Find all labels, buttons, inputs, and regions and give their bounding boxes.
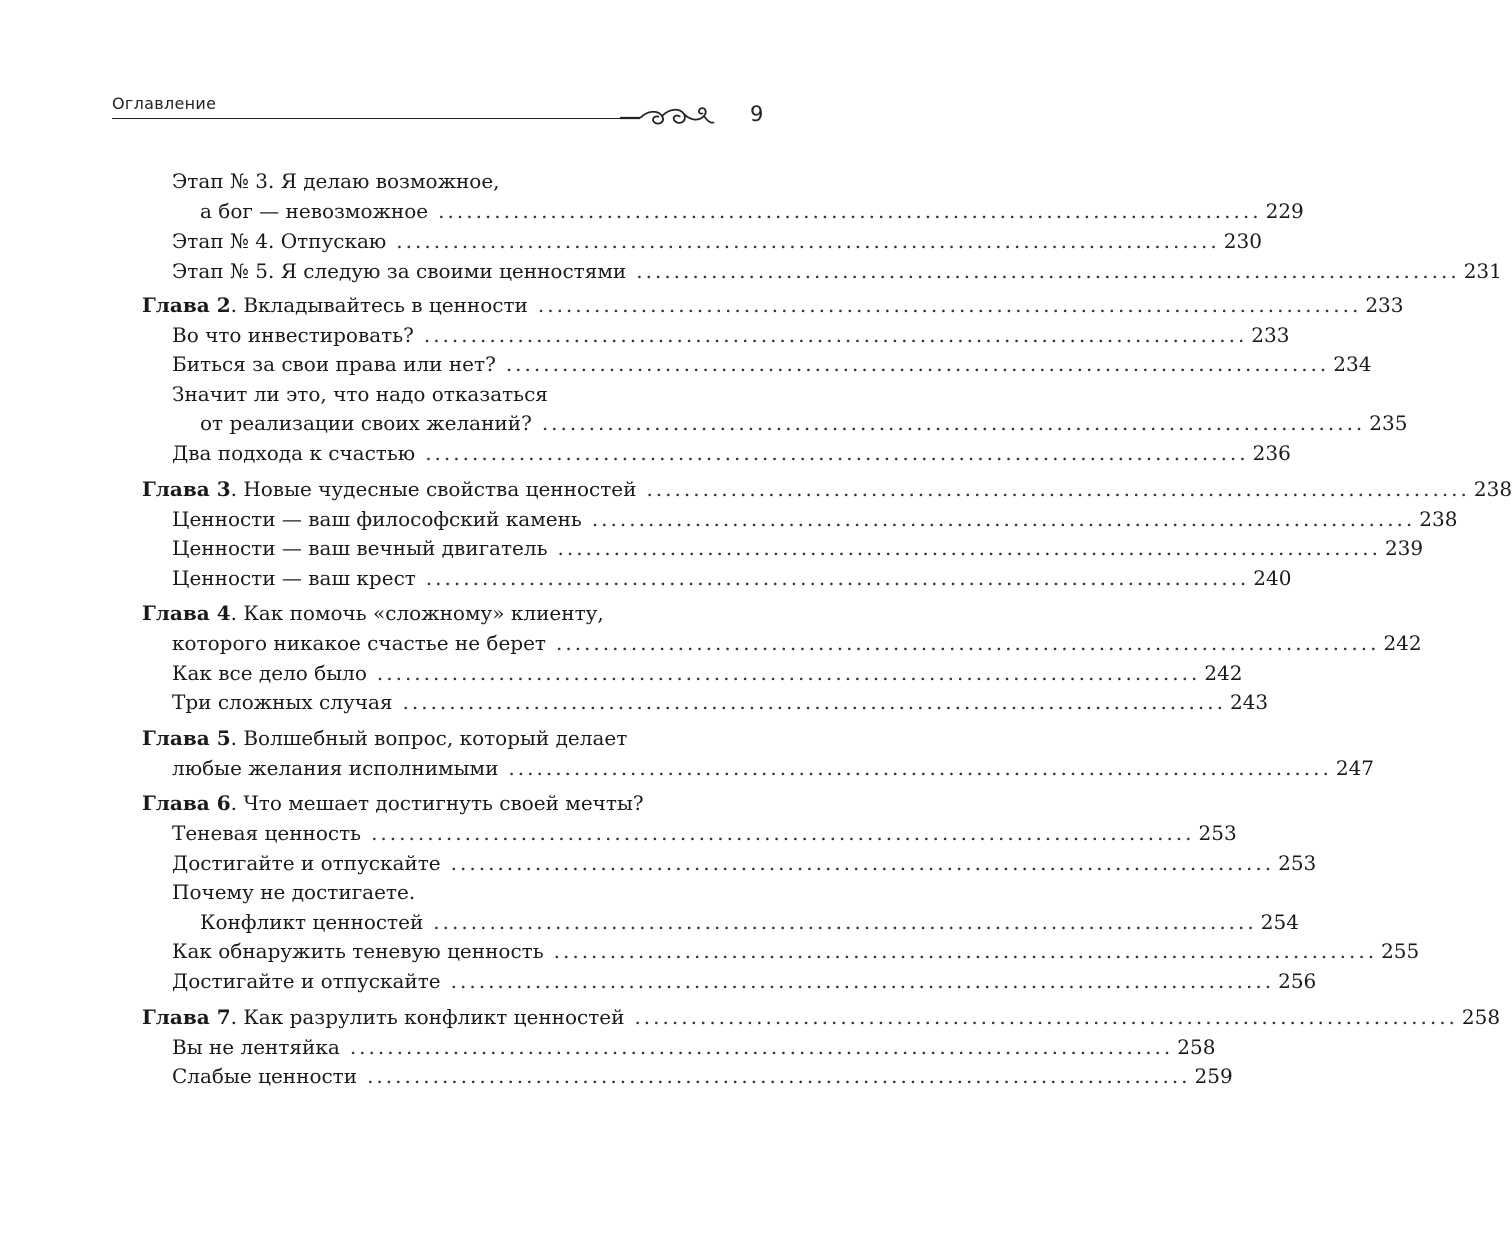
chapter-title: . Вкладывайтесь в ценности — [230, 293, 528, 317]
toc-page-number: 256 — [1278, 969, 1317, 993]
toc-entry-text: Три сложных случая — [172, 690, 393, 714]
toc-page-number: 254 — [1260, 910, 1299, 934]
leader-dots: ........................................................................................ — [634, 1005, 1458, 1029]
chapter-heading — [142, 291, 528, 319]
toc-chapter-4-line1 — [142, 599, 604, 627]
toc-page-number: 242 — [1204, 661, 1243, 685]
toc-entry-text: Во что инвестировать? — [172, 323, 414, 347]
toc-entry — [172, 534, 1424, 562]
toc-page-number: 240 — [1253, 566, 1292, 590]
chapter-label: Глава 5 — [142, 726, 231, 750]
toc-entry — [172, 688, 1269, 716]
toc-page-number: 258 — [1461, 1005, 1501, 1029]
toc-entry-text: Как все дело было — [172, 661, 367, 685]
toc-entry-text: а бог — невозможное — [200, 199, 429, 223]
toc-entry-text: Вы не лентяйка — [172, 1035, 340, 1059]
leader-dots: ........................................................................................ — [433, 910, 1257, 934]
leader-dots: ........................................................................................ — [396, 229, 1220, 253]
toc-entry-text: Слабые ценности — [172, 1064, 358, 1088]
toc-page-number: 238 — [1473, 477, 1512, 501]
leader-dots: ........................................................................................ — [371, 821, 1195, 845]
leader-dots: ........................................................................................ — [423, 323, 1248, 347]
toc-chapter-5-line1 — [142, 724, 627, 752]
toc-entry-stage5 — [172, 257, 1502, 285]
toc-entry-text: Ценности — ваш вечный двигатель — [172, 536, 548, 560]
toc-entry — [172, 350, 1372, 378]
toc-entry — [172, 439, 1291, 467]
toc-page-number: 242 — [1383, 631, 1422, 655]
toc-page-number: 234 — [1333, 352, 1372, 376]
leader-dots: ........................................................................................ — [438, 199, 1262, 223]
chapter-label: Глава 6 — [142, 791, 231, 815]
leader-dots: ........................................................................................ — [636, 259, 1460, 283]
toc-page-number: 247 — [1335, 756, 1375, 780]
toc-page-number: 253 — [1198, 821, 1237, 845]
toc-entry-stage4 — [172, 227, 1262, 255]
toc-page-number: 259 — [1194, 1064, 1233, 1088]
toc-entry — [172, 505, 1458, 533]
leader-dots: ........................................................................................ — [541, 411, 1366, 435]
toc-entry — [172, 937, 1420, 965]
toc-entry — [172, 967, 1317, 995]
toc-entry — [172, 321, 1290, 349]
chapter-label: Глава 4 — [142, 601, 231, 625]
leader-dots: ........................................................................................ — [646, 477, 1470, 501]
toc-entry-text: Этап № 5. Я следую за своими ценностями — [172, 259, 627, 283]
toc-entry — [172, 1062, 1233, 1090]
toc-page-number: 230 — [1223, 229, 1262, 253]
leader-dots: ........................................................................................ — [425, 441, 1249, 465]
leader-dots: ........................................................................................ — [508, 756, 1332, 780]
page-number: 9 — [750, 102, 764, 126]
chapter-title: . Что мешает достигнуть своей мечты? — [230, 791, 644, 815]
toc-entry-text: Ценности — ваш философский камень — [172, 507, 582, 531]
leader-dots: ........................................................................................ — [425, 566, 1250, 590]
toc-page-number: 258 — [1177, 1035, 1216, 1059]
toc-entry — [172, 659, 1243, 687]
toc-page-number: 233 — [1251, 323, 1290, 347]
toc-entry-text: Ценности — ваш крест — [172, 566, 416, 590]
leader-dots: ........................................................................................ — [402, 690, 1226, 714]
leader-dots: ........................................................................................ — [450, 969, 1275, 993]
chapter-title-continued: которого никакое счастье не берет — [172, 631, 546, 655]
leader-dots: ........................................................................................ — [450, 851, 1275, 875]
toc-entry-stage3-line1: Этап № 3. Я делаю возможное, — [172, 169, 500, 193]
leader-dots: ........................................................................................ — [555, 631, 1380, 655]
toc-page-number: 238 — [1419, 507, 1458, 531]
toc-entry-text: Теневая ценность — [172, 821, 362, 845]
toc-entry-text: Как обнаружить теневую ценность — [172, 939, 544, 963]
chapter-title: . Как разрулить конфликт ценностей — [230, 1005, 625, 1029]
toc-page-number: 231 — [1463, 259, 1502, 283]
leader-dots: ........................................................................................ — [505, 352, 1330, 376]
chapter-label: Глава 3 — [142, 477, 231, 501]
toc-entry-stage3 — [200, 197, 1304, 225]
toc-page-number: 239 — [1384, 536, 1424, 560]
chapter-title: . Волшебный вопрос, который делает — [230, 726, 628, 750]
toc-chapter-4 — [172, 629, 1422, 657]
toc-entry — [200, 409, 1408, 437]
toc-entry-line1: Значит ли это, что надо отказаться — [172, 382, 548, 406]
toc-page-number: 243 — [1229, 690, 1269, 714]
toc-entry-text: Биться за свои права или нет? — [172, 352, 496, 376]
toc-entry-text: Этап № 4. Отпускаю — [172, 229, 387, 253]
leader-dots: ........................................................................................ — [537, 293, 1362, 317]
chapter-label: Глава 2 — [142, 293, 231, 317]
toc-entry-text: Два подхода к счастью — [172, 441, 416, 465]
leader-dots: ........................................................................................ — [376, 661, 1201, 685]
toc-page-number: 253 — [1278, 851, 1317, 875]
toc-entry-text: от реализации своих желаний? — [200, 411, 532, 435]
header-title: Оглавление — [112, 94, 217, 113]
toc-chapter-3 — [142, 475, 1512, 503]
toc-chapter-2 — [142, 291, 1404, 319]
toc-entry — [172, 1033, 1216, 1061]
leader-dots: ........................................................................................ — [553, 939, 1378, 963]
toc-page-number: 255 — [1381, 939, 1420, 963]
toc-entry — [200, 908, 1299, 936]
toc-entry — [172, 564, 1292, 592]
toc-entry-line1: Почему не достигаете. — [172, 880, 416, 904]
leader-dots: ........................................................................................ — [349, 1035, 1174, 1059]
leader-dots: ........................................................................................ — [557, 536, 1381, 560]
toc-page-number: 233 — [1365, 293, 1404, 317]
toc-page-number: 235 — [1369, 411, 1408, 435]
toc-entry-text: Достигайте и отпускайте — [172, 969, 441, 993]
chapter-title: . Как помочь «сложному» клиенту, — [230, 601, 604, 625]
chapter-title-continued: любые желания исполнимыми — [172, 756, 499, 780]
toc-entry-text: Конфликт ценностей — [200, 910, 424, 934]
toc-chapter-7 — [142, 1003, 1501, 1031]
toc-entry-text: Достигайте и отпускайте — [172, 851, 441, 875]
toc-entry — [172, 819, 1237, 847]
leader-dots: ........................................................................................ — [367, 1064, 1191, 1088]
chapter-label: Глава 7 — [142, 1005, 231, 1029]
toc-page-number: 229 — [1265, 199, 1304, 223]
chapter-heading — [142, 1003, 624, 1031]
leader-dots: ........................................................................................ — [591, 507, 1416, 531]
chapter-heading — [142, 475, 636, 503]
toc-chapter-6 — [142, 789, 644, 817]
toc-chapter-5 — [172, 754, 1375, 782]
chapter-title: . Новые чудесные свойства ценностей — [230, 477, 637, 501]
toc-entry — [172, 849, 1317, 877]
toc-page-number: 236 — [1252, 441, 1291, 465]
